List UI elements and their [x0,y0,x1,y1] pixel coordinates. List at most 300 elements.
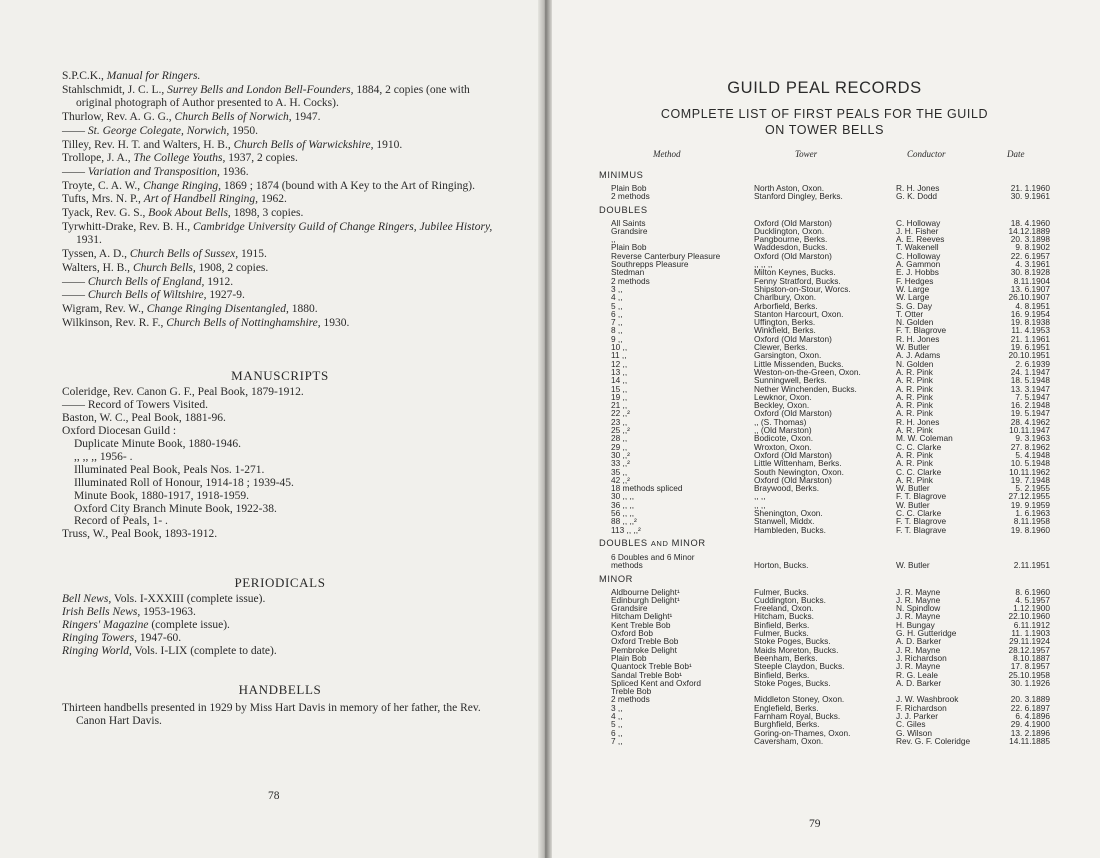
method-cell: Edinburgh Delight¹ [611,594,680,605]
conductor-cell: C. Holloway [896,250,941,261]
conductor-cell: C. Giles [896,719,926,730]
manuscript-entry: Truss, W., Peal Book, 1893-1912. [62,528,218,541]
method-cell: Southrepps Pleasure [611,259,689,270]
manuscript-entry: Illuminated Roll of Honour, 1914-18 ; 1939-45. [74,476,294,489]
date-cell: 30. 8.1928 [1010,267,1050,278]
date-cell: 8. 6.1960 [1015,586,1050,597]
bibliography-title: Church Bells of England, [87,275,205,288]
date-cell: 8.11.1958 [1013,516,1050,527]
method-cell: Pembroke Delight [611,644,677,655]
conductor-cell: J. R. Mayne [896,594,941,605]
date-cell: 27. 8.1962 [1010,441,1050,452]
date-column [977,588,1050,746]
tower-cell: Oxford (Old Marston) [754,408,832,419]
conductor-cell: N. Golden [896,317,934,328]
conductor-cell: A. R. Pink [896,375,933,386]
periodical-title: Bell News, [62,593,112,606]
manuscript-entry: Illuminated Peal Book, Peals Nos. 1-271. [74,463,265,476]
method-cell: ,, [611,234,616,245]
date-cell: 21. 1.1961 [1010,333,1050,344]
date-cell: 10.11.1962 [1009,466,1050,477]
tower-cell: Middleton Stoney, Oxon. [754,694,845,705]
bibliography-title: Church Bells of Wiltshire, [87,289,207,302]
tower-cell: Bodicote, Oxon. [754,433,814,444]
method-cell: 4 ,, [611,711,623,722]
bibliography-title: Art of Handbell Ringing, [143,193,259,206]
conductor-cell: F. T. Blagrove [896,516,947,527]
group-heading: DOUBLES AND MINOR [599,537,706,548]
date-cell: 6.11.1912 [1013,619,1050,630]
method-cell: 5 ,, [611,300,623,311]
tower-cell: Sunningwell, Berks. [754,375,827,386]
left-page [0,0,545,858]
column-header-method: Method [653,149,681,159]
bibliography-entry: —— St. George Colegate, Norwich, 1950. [62,124,259,137]
tower-cell: Waddesdon, Bucks. [754,242,828,253]
date-cell: 2.11.1951 [1013,560,1050,571]
manuscript-entry: Duplicate Minute Book, 1880-1946. [74,437,242,450]
group-heading: DOUBLES [599,204,648,215]
bibliography-entry: Troyte, C. A. W., Change Ringing, 1869 ; 1874 (bound with A Key to the Art of Ringing). [62,179,475,192]
conductor-cell: R. H. Jones [896,333,940,344]
bibliography-entry: —— Variation and Transposition, 1936. [62,165,249,178]
bibliography-title: Church Bells, [132,261,196,274]
bibliography-title: Church Bells of Sussex, [129,248,239,261]
date-cell: 16. 9.1954 [1010,308,1050,319]
tower-cell: Fulmer, Bucks. [754,586,809,597]
handbells-text: Thirteen handbells presented in 1929 by Miss Hart Davis in memory of her father, the Rev. Canon Hart Davis. [62,701,481,728]
periodical-title: Ringing World, [62,644,132,657]
bibliography-entry: Wigram, Rev. W., Change Ringing Disentangled, 1880. [62,302,318,315]
date-column [977,184,1050,201]
date-cell: 19. 8.1938 [1010,317,1050,328]
method-cell: 88 ,, ,,² [611,516,637,527]
method-cell: 2 methods [611,694,650,705]
bibliography-title: Book About Bells, [148,207,231,220]
tower-cell: Charlbury, Oxon. [754,292,817,303]
date-cell: 13. 2.1896 [1010,727,1050,738]
group-heading-conjunction: AND [650,538,669,548]
tower-cell: ,, (S. Thomas) [754,416,807,427]
method-cell: 18 methods spliced [611,483,683,494]
date-cell: 4. 8.1951 [1015,300,1050,311]
method-cell: Grandsire [611,225,648,236]
conductor-column [896,553,930,570]
conductor-cell: A. R. Pink [896,400,933,411]
tower-cell: Little Wittenham, Berks. [754,458,842,469]
conductor-cell: C. Holloway [896,217,941,228]
conductor-cell: F. Hedges [896,275,934,286]
method-cell: 25 ,,² [611,425,630,436]
conductor-cell: J. H. Fisher [896,225,939,236]
page-number-left: 78 [268,790,280,802]
date-cell: 7. 5.1947 [1015,391,1050,402]
method-cell: 30 ,,² [611,449,630,460]
date-cell: 29.11.1924 [1009,636,1050,647]
conductor-cell: J. R. Mayne [896,661,941,672]
date-cell: 5. 2.1955 [1015,483,1050,494]
conductor-cell: T. Otter [896,308,924,319]
method-cell: 5 ,, [611,719,623,730]
method-cell: 9 ,, [611,333,623,344]
conductor-cell: R. G. Leale [896,669,938,680]
conductor-cell: A. J. Adams [896,350,941,361]
date-cell: 13. 6.1907 [1010,283,1050,294]
tower-cell: Binfield, Berks. [754,619,810,630]
date-cell: 16. 2.1948 [1010,400,1050,411]
method-cell: 22 ,,² [611,408,630,419]
method-column [611,588,701,746]
tower-cell: Stanford Dingley, Berks. [754,191,843,202]
tower-cell: Oxford (Old Marston) [754,474,832,485]
bibliography-title: St. George Colegate, Norwich, [87,124,230,137]
tower-cell: Englefield, Berks. [754,702,819,713]
tower-cell: ,, ,, [754,491,766,502]
group-rows [599,553,1099,570]
method-cell: Oxford Bob [611,628,653,639]
method-cell: 4 ,, [611,292,623,303]
conductor-column [896,219,953,534]
manuscripts-heading: MANUSCRIPTS [231,368,329,384]
periodical-entry: Ringing Towers, 1947-60. [62,631,182,644]
date-cell: 30. 9.1961 [1010,191,1050,202]
group-heading: MINOR [599,573,633,584]
conductor-cell: A. R. Pink [896,474,933,485]
periodical-title: Ringers' Magazine [62,619,149,632]
conductor-cell: S. G. Day [896,300,932,311]
method-column [611,553,694,570]
periodicals-heading: PERIODICALS [234,575,326,591]
tower-cell: Oxford (Old Marston) [754,333,832,344]
conductor-cell: A. R. Pink [896,408,933,419]
method-column [611,219,720,534]
date-cell: 22. 6.1957 [1010,250,1050,261]
tower-cell: Beckley, Oxon. [754,400,810,411]
method-cell: Stedman [611,267,645,278]
tower-cell: Wroxton, Oxon. [754,441,812,452]
peal-records-table [599,146,1099,745]
conductor-cell: H. Bungay [896,619,935,630]
date-cell: 10. 5.1948 [1010,458,1050,469]
conductor-cell: G. K. Dodd [896,191,938,202]
conductor-column [896,184,939,201]
bibliography-entry: —— Church Bells of Wiltshire, 1927-9. [62,289,245,302]
conductor-cell: J. Richardson [896,652,947,663]
conductor-cell: G. H. Gutteridge [896,628,957,639]
conductor-cell: F. Richardson [896,702,947,713]
bibliography-entry: Tilley, Rev. H. T. and Walters, H. B., Church Bells of Warwickshire, 1910. [62,138,403,151]
conductor-cell: N. Golden [896,358,934,369]
tower-column [754,588,850,746]
manuscript-entry: Oxford Diocesan Guild : [62,425,177,438]
tower-cell: North Aston, Oxon. [754,183,825,193]
date-cell: 8.10.1887 [1013,652,1050,663]
date-cell: 19. 6.1951 [1010,342,1050,353]
date-column [977,553,1050,570]
periodical-title: Ringing Towers, [62,631,137,644]
date-cell: 22.10.1960 [1008,611,1050,622]
column-header-date: Date [1007,149,1025,159]
date-cell: 20. 3.1898 [1010,234,1050,245]
tower-cell: Binfield, Berks. [754,669,810,680]
method-cell: Grandsire [611,603,648,614]
bibliography-entry: Tufts, Mrs. N. P., Art of Handbell Ringing, 1962. [62,193,287,206]
date-cell: 4. 5.1957 [1015,594,1050,605]
tower-cell: Pangbourne, Berks. [754,234,828,245]
date-cell: 19. 9.1959 [1010,499,1050,510]
tower-cell: Burghfield, Berks. [754,719,820,730]
method-cell: Sandal Treble Bob¹ [611,669,683,680]
periodical-entry: Ringing World, Vols. I-LIX (complete to date). [62,644,277,657]
column-header-tower: Tower [795,149,818,159]
manuscripts-list [62,386,498,541]
method-cell: 6 ,, [611,308,623,319]
conductor-cell: A. D. Barker [896,677,942,688]
column-header-conductor: Conductor [907,149,946,159]
tower-cell: Winkfield, Berks. [754,325,816,336]
conductor-cell: W. Large [896,292,930,303]
periodical-entry: Bell News, Vols. I-XXXIII (complete issue). [62,593,266,606]
manuscript-entry: Minute Book, 1880-1917, 1918-1959. [74,489,250,502]
left-page-content [62,70,498,729]
tower-cell: Beenham, Berks. [754,652,818,663]
bibliography-entry: Tyack, Rev. G. S., Book About Bells, 1898, 3 copies. [62,207,304,220]
group-rows [599,184,1099,201]
tower-cell: ,, ,, ,, [754,259,773,270]
method-cell: methods [611,560,643,571]
tower-cell: Garsington, Oxon. [754,350,822,361]
conductor-cell: A. R. Pink [896,458,933,469]
date-cell: 1. 6.1963 [1015,507,1050,518]
date-cell: 19. 7.1948 [1010,474,1050,485]
peal-groups [599,170,1099,745]
date-cell: 9. 3.1963 [1015,433,1050,444]
conductor-cell: J. R. Mayne [896,644,941,655]
conductor-cell: W. Butler [896,560,930,571]
conductor-cell: W. Butler [896,483,930,494]
conductor-cell: W. Butler [896,499,930,510]
method-cell: Oxford Treble Bob [611,636,679,647]
method-cell: 8 ,, [611,325,623,336]
method-cell: 56 ,, ,, [611,507,635,518]
method-cell: 14 ,, [611,375,628,386]
page-number-right: 79 [809,818,821,830]
subtitle-line-2: ON TOWER BELLS [764,123,885,137]
tower-cell: Fenny Stratford, Bucks. [754,275,841,286]
tower-column [754,184,843,201]
conductor-column [896,588,970,746]
method-cell: 7 ,, [611,735,623,746]
method-cell: 29 ,, [611,441,628,452]
tower-cell: Stoke Poges, Bucks. [754,636,831,647]
tower-cell: Freeland, Oxon. [754,603,814,614]
tower-cell: Maids Moreton, Bucks. [754,644,839,655]
book-gutter [538,0,552,858]
method-cell: All Saints [611,217,646,228]
bibliography-entry: Trollope, J. A., The College Youths, 1937, 2 copies. [62,152,298,165]
bibliography-title: Cambridge University Guild of Change Ringers, Jubilee History, [193,220,493,233]
bibliography-entry: Stahlschmidt, J. C. L., Surrey Bells and London Bell-Founders, 1884, 2 copies (one with original photograph of Author presented to A. H. Cocks). [62,83,470,110]
manuscript-entry: —— Record of Towers Visited. [62,399,208,412]
tower-cell: Goring-on-Thames, Oxon. [754,727,851,738]
date-cell: 14.11.1885 [1009,735,1050,746]
method-cell: 113 ,, ,,² [611,524,641,535]
conductor-cell: A. E. Reeves [896,234,945,245]
date-cell: 18. 5.1948 [1010,375,1050,386]
manuscript-entry: Baston, W. C., Peal Book, 1881-96. [62,412,226,425]
date-cell: 28. 4.1962 [1010,416,1050,427]
periodical-entry: Irish Bells News, 1953-1963. [62,606,196,619]
tower-cell: ,, ,, [754,499,766,510]
tower-cell: Braywood, Berks. [754,483,820,494]
conductor-cell: R. H. Jones [896,416,940,427]
date-cell: 9. 8.1902 [1015,242,1050,253]
date-cell: 10.11.1947 [1009,425,1050,436]
method-cell: 35 ,, [611,466,628,477]
method-cell: 19 ,, [611,391,628,402]
method-cell: 12 ,, [611,358,628,369]
tower-cell: Stanwell, Middx. [754,516,815,527]
tower-cell: Cuddington, Bucks. [754,594,826,605]
conductor-cell: C. C. Clarke [896,507,942,518]
tower-cell: Arborfield, Berks. [754,300,818,311]
manuscript-entry: Record of Peals, 1- . [74,515,168,528]
bibliography-title: The College Youths, [133,152,226,165]
conductor-cell: Rev. G. F. Coleridge [896,735,971,746]
date-cell: 29. 4.1900 [1010,719,1050,730]
bibliography-title: Church Bells of Nottinghamshire, [166,316,321,329]
peal-records-subtitle [549,106,1100,138]
group-rows [599,219,1099,534]
method-cell: 33 ,,² [611,458,630,469]
bibliography-entry: Tyssen, A. D., Church Bells of Sussex, 1915. [62,248,267,261]
date-cell: 8.11.1904 [1013,275,1050,286]
conductor-cell: J. R. Mayne [896,586,941,597]
conductor-cell: W. Large [896,283,930,294]
tower-cell: Clewer, Berks. [754,342,808,353]
bibliography-title: Church Bells of Warwickshire, [233,138,374,151]
method-cell: Plain Bob [611,183,647,193]
method-cell: Treble Bob [611,686,652,697]
tower-cell: Shipston-on-Stour, Worcs. [754,283,851,294]
method-cell: 10 ,, [611,342,628,353]
bibliography-title: Variation and Transposition, [87,165,220,178]
bibliography-title: Church Bells of Norwich, [174,111,292,124]
tower-column [754,553,808,570]
tower-column [754,219,861,534]
date-cell: 24. 1.1947 [1010,366,1050,377]
tower-cell: Farnham Royal, Bucks. [754,711,841,722]
date-cell: 25.10.1958 [1008,669,1050,680]
bibliography-title: Surrey Bells and London Bell-Founders, [167,83,354,96]
bibliography-list [62,70,498,330]
tower-cell: Steeple Claydon, Bucks. [754,661,845,672]
tower-cell: Weston-on-the-Green, Oxon. [754,366,861,377]
conductor-cell: A. R. Pink [896,449,933,460]
method-cell: Plain Bob [611,652,647,663]
tower-cell: Fulmer, Bucks. [754,628,809,639]
bibliography-entry: Thurlow, Rev. A. G. G., Church Bells of Norwich, 1947. [62,111,321,124]
periodical-entry: Ringers' Magazine (complete issue). [62,619,230,632]
date-cell: 14.12.1889 [1008,225,1050,236]
conductor-cell: F. T. Blagrove [896,491,947,502]
tower-cell: Oxford (Old Marston) [754,250,832,261]
method-cell: Plain Bob [611,242,647,253]
method-cell: Aldbourne Delight¹ [611,586,680,597]
tower-cell: Shenington, Oxon. [754,507,823,518]
date-cell: 19. 8.1960 [1010,524,1050,535]
subtitle-line-1: COMPLETE LIST OF FIRST PEALS FOR THE GUILD [660,107,989,121]
tower-cell: Milton Keynes, Bucks. [754,267,836,278]
date-cell: 1.12.1900 [1013,603,1050,614]
bibliography-entry: Tyrwhitt-Drake, Rev. B. H., Cambridge University Guild of Change Ringers, Jubilee History, 1931. [62,220,493,247]
conductor-cell: C. C. Clarke [896,466,942,477]
conductor-cell: E. J. Hobbs [896,267,939,278]
tower-cell: Nether Winchenden, Bucks. [754,383,857,394]
right-page [549,0,1100,858]
manuscript-entry: Oxford City Branch Minute Book, 1922-38. [74,502,277,515]
date-cell: 11. 4.1953 [1011,325,1050,336]
method-cell: 42 ,,² [611,474,630,485]
conductor-cell: A. Gammon [896,259,941,270]
conductor-cell: R. H. Jones [896,183,940,193]
method-cell: Reverse Canterbury Pleasure [611,250,721,261]
conductor-cell: G. Wilson [896,727,932,738]
bibliography-entry: S.P.C.K., Manual for Ringers. [62,70,201,82]
manuscript-entry: ,, ,, ,, 1956- . [74,450,133,463]
method-cell: Kent Treble Bob [611,619,671,630]
method-column [611,184,650,201]
method-cell: 6 Doubles and 6 Minor [611,551,695,562]
periodical-title: Irish Bells News, [62,606,141,619]
date-cell: 20. 3.1889 [1010,694,1050,705]
column-headers [599,146,1099,166]
method-cell: Quantock Treble Bob¹ [611,661,692,672]
date-cell: 27.12.1955 [1008,491,1050,502]
date-cell: 6. 4.1896 [1015,711,1050,722]
conductor-cell: J. W. Washbrook [896,694,959,705]
date-cell: 22. 6.1897 [1010,702,1050,713]
date-cell: 11. 1.1903 [1011,628,1050,639]
method-cell: 3 ,, [611,283,623,294]
periodicals-list [62,593,498,658]
conductor-cell: J. R. Mayne [896,611,941,622]
tower-cell: Hambleden, Bucks. [754,524,826,535]
method-cell: 30 ,, ,, [611,491,635,502]
method-cell: 23 ,, [611,416,628,427]
tower-cell: Hitcham, Bucks. [754,611,814,622]
date-cell: 28.12.1957 [1008,644,1050,655]
tower-cell: Lewknor, Oxon. [754,391,812,402]
method-cell: Spliced Kent and Oxford [611,677,701,688]
date-cell: 19. 5.1947 [1010,408,1050,419]
conductor-cell: A. R. Pink [896,391,933,402]
manuscript-entry: Coleridge, Rev. Canon G. F., Peal Book, 1879-1912. [62,386,304,399]
conductor-cell: F. T. Blagrove [896,325,947,336]
conductor-cell: T. Wakenell [896,242,939,253]
date-cell: 21. 1.1960 [1010,183,1050,193]
tower-cell: Oxford (Old Marston) [754,217,832,228]
conductor-cell: N. Spindlow [896,603,941,614]
tower-cell: Little Missenden, Bucks. [754,358,844,369]
tower-cell: Uffington, Berks. [754,317,816,328]
bibliography-title: Change Ringing Disentangled, [146,302,289,315]
method-cell: 36 ,, ,, [611,499,635,510]
bibliography-title: Change Ringing, [143,179,222,192]
date-cell: 4. 3.1961 [1015,259,1050,270]
method-cell: 2 methods [611,275,650,286]
method-cell: 7 ,, [611,317,623,328]
